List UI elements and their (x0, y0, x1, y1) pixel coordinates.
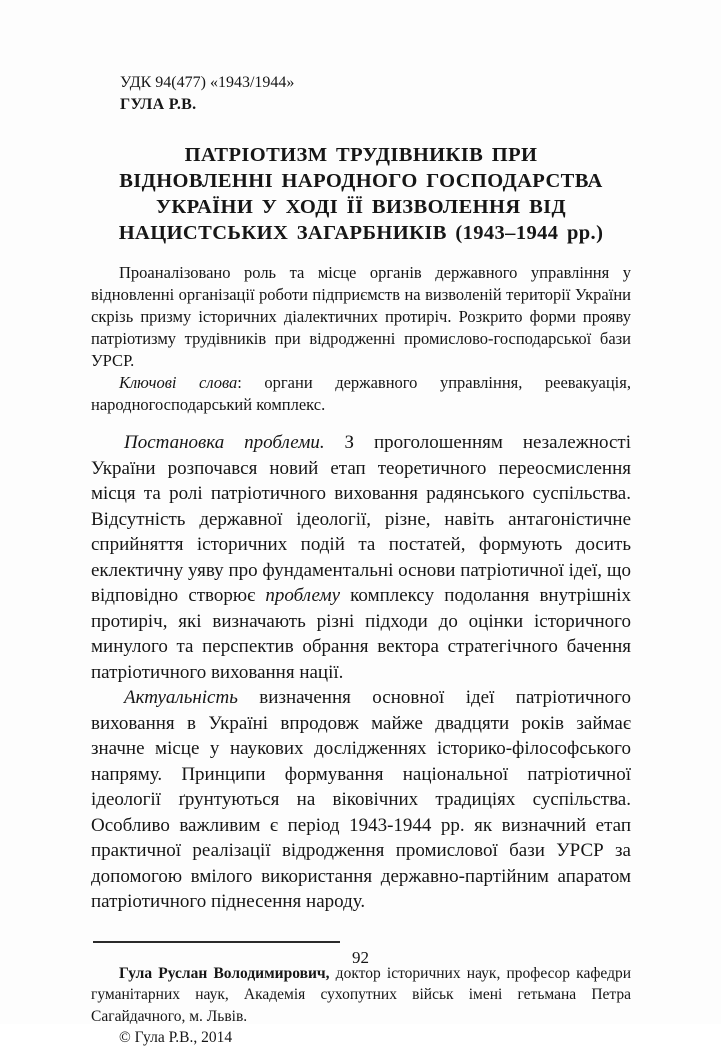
article-header (91, 72, 631, 116)
paragraph1-italic-word: проблему (265, 585, 341, 606)
footnote-copyright: © Гула Р.В., 2014 (119, 1029, 233, 1046)
body-paragraph-2 (91, 685, 631, 915)
abstract-section (91, 262, 631, 416)
paragraph2-lead: Актуальність (124, 687, 238, 708)
title-line-1: ПАТРІОТИЗМ ТРУДІВНИКІВ ПРИ (184, 144, 538, 166)
footnote-section (91, 963, 631, 1049)
paragraph1-text-a: З проголошенням незалежності України розпочався новий етап теоретичного переосмислення місця та ролі патріотичного виховання радянського суспільства. Відсутність державної ідеології, різне, навіть антагоністичне сприйняття історичних подій та постатей, формують досить еклектичну уяву про фундаментальні основи патріотичної ідеї, що відповідно створює (91, 432, 631, 606)
keywords-paragraph (91, 372, 631, 416)
footnote-affiliation: доктор історичних наук, професор кафедри гуманітарних наук, Академія сухопутних військ імені гетьмана Петра Сагайдачного, м. Львів. (91, 964, 631, 1025)
title-line-3: УКРАЇНИ У ХОДІ ЇЇ ВИЗВОЛЕННЯ ВІД (155, 196, 567, 218)
title-line-4: НАЦИСТСЬКИХ ЗАГАРБНИКІВ (1943–1944 рр.) (118, 222, 604, 244)
footnote-author-name: Гула Руслан Володимирович, (119, 964, 330, 982)
paragraph1-text-b: комплексу подолання внутрішніх протиріч, які визначають різні підходи до оцінки історичного минулого та перспектив обрання вектора стратегічного бачення патріотичного виховання нації. (91, 585, 631, 683)
abstract-text: Проаналізовано роль та місце органів державного управління у відновленні організації роботи підприємств на визволеній території України скрізь призму історичних діалектичних протиріч. Розкрито форми прояву патріотизму трудівників при відродженні промислово-господарської бази УРСР. (91, 263, 631, 370)
paragraph1-lead: Постановка проблеми. (124, 432, 325, 453)
keywords-label: Ключові слова (119, 373, 238, 392)
paragraph2-text: визначення основної ідеї патріотичного виховання в Україні впродовж майже двадцяти років займає значне місце у наукових дослідженнях історико-філософського напряму. Принципи формування національної патріотичної ідеології ґрунтуються на віковічних традиціях суспільства. Особливо важливим є період 1943-1944 рр. як визначний етап практичної реалізації відродження промислової бази УРСР за допомогою вмілого використання державно-партійним апаратом патріотичного піднесення народу. (91, 687, 631, 912)
keywords-text: : органи державного управління, реевакуація, народногосподарський комплекс. (91, 373, 631, 414)
footnote-author-info (91, 963, 631, 1028)
abstract-paragraph (91, 262, 631, 372)
title-line-2: ВІДНОВЛЕННІ НАРОДНОГО ГОСПОДАРСТВА (119, 170, 603, 192)
footnote-separator (93, 941, 340, 943)
body-paragraph-1 (91, 430, 631, 685)
article-body (91, 430, 631, 915)
page-number: 92 (352, 948, 369, 967)
udc-number: УДК 94(477) «1943/1944» (120, 74, 295, 91)
author-name: ГУЛА Р.В. (120, 96, 197, 113)
article-title (91, 142, 631, 246)
